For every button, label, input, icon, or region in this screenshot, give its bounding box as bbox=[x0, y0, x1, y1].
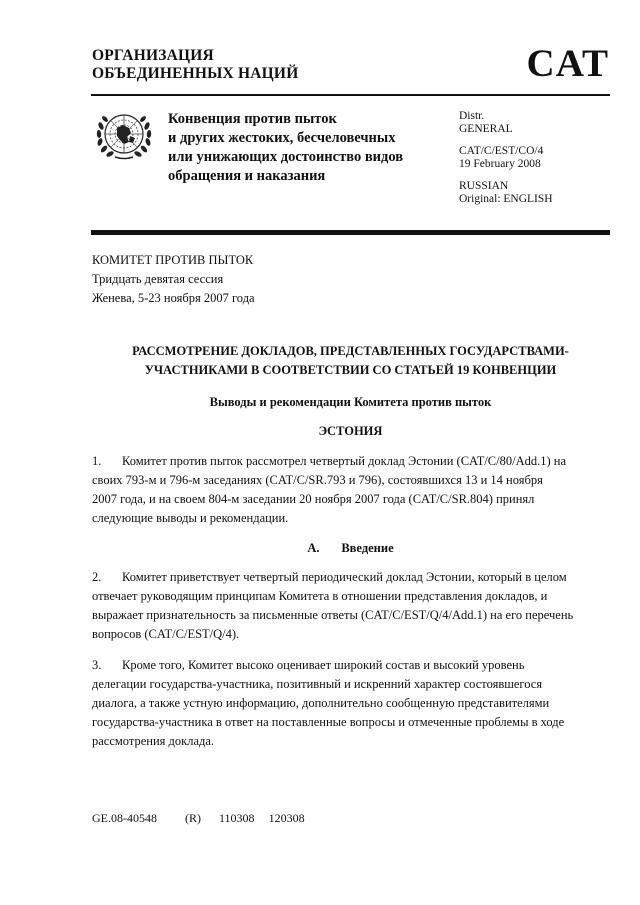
paragraph-line: делегации государства-участника, позитивный и искренний характер состоявшегося bbox=[92, 677, 543, 691]
distribution-value: GENERAL bbox=[459, 123, 513, 135]
paragraph-line: Комитет приветствует четвертый периодический доклад Эстонии, который в целом bbox=[122, 570, 567, 584]
committee-place-dates: Женева, 5-23 ноября 2007 года bbox=[92, 291, 255, 305]
footer-job-info bbox=[92, 810, 305, 826]
subtitle: Выводы и рекомендации Комитета против пыток bbox=[209, 395, 492, 409]
paragraph-line: рассмотрения доклада. bbox=[92, 734, 215, 748]
main-title-line: УЧАСТНИКАМИ В СООТВЕТСТВИИ СО СТАТЬЕЙ 19 КОНВЕНЦИИ bbox=[144, 363, 557, 377]
footer-date-1: 110308 bbox=[219, 811, 255, 825]
organization-name-line-1: ОРГАНИЗАЦИЯ bbox=[92, 47, 214, 64]
section-title: Введение bbox=[341, 541, 394, 555]
convention-title-line: обращения и наказания bbox=[168, 168, 326, 184]
distribution-block bbox=[459, 110, 553, 206]
original-language: Original: ENGLISH bbox=[459, 193, 553, 205]
footer-date-2: 120308 bbox=[268, 811, 305, 825]
distribution-label: Distr. bbox=[459, 110, 485, 122]
paragraph-3 bbox=[92, 656, 612, 751]
main-title bbox=[91, 342, 610, 380]
document-language: RUSSIAN bbox=[459, 180, 509, 192]
committee-name: КОМИТЕТ ПРОТИВ ПЫТОК bbox=[92, 253, 254, 267]
convention-title-line: или унижающих достоинство видов bbox=[168, 149, 404, 165]
committee-block bbox=[92, 251, 255, 308]
committee-session: Тридцать девятая сессия bbox=[92, 272, 224, 286]
paragraph-line: диалога, а также устную информацию, дополнительно сообщенную представителями bbox=[92, 696, 550, 710]
paragraph-1 bbox=[92, 452, 612, 528]
convention-title bbox=[168, 110, 403, 186]
paragraph-line: своих 793-м и 796-м заседаниях (CAT/C/SR.793 и 796), состоявшихся 13 и 14 ноября bbox=[92, 473, 543, 487]
paragraph-2 bbox=[92, 568, 612, 644]
paragraph-number: 1. bbox=[92, 454, 102, 468]
convention-title-line: и других жестоких, бесчеловечных bbox=[168, 130, 396, 146]
main-title-line: РАССМОТРЕНИЕ ДОКЛАДОВ, ПРЕДСТАВЛЕННЫХ ГОСУДАРСТВАМИ- bbox=[132, 344, 569, 358]
document-date: 19 February 2008 bbox=[459, 158, 541, 170]
paragraph-line: Кроме того, Комитет высоко оценивает широкий состав и высокий уровень bbox=[122, 658, 525, 672]
country-heading: ЭСТОНИЯ bbox=[318, 424, 383, 438]
paragraph-line: 2007 года, и на своем 804-м заседании 20 ноября 2007 года (CAT/C/SR.804) принял bbox=[92, 492, 535, 506]
document-symbol-large: CAT bbox=[526, 42, 609, 85]
paragraph-line: отвечает руководящим принципам Комитета в отношении представления докладов, и bbox=[92, 589, 548, 603]
un-emblem-icon bbox=[93, 106, 155, 162]
paragraph-number: 2. bbox=[92, 570, 102, 584]
paragraph-line: Комитет против пыток рассмотрел четвертый доклад Эстонии (CAT/C/80/Add.1) на bbox=[122, 454, 567, 468]
paragraph-line: вопросов (CAT/C/EST/Q/4). bbox=[92, 627, 240, 641]
organization-name-line-2: ОБЪЕДИНЕННЫХ НАЦИЙ bbox=[92, 65, 299, 82]
section-letter: A. bbox=[307, 541, 320, 555]
organization-name bbox=[92, 47, 298, 83]
revision-mark: (R) bbox=[185, 811, 201, 825]
document-symbol: CAT/C/EST/CO/4 bbox=[459, 145, 544, 157]
header-divider-thin bbox=[91, 94, 610, 96]
convention-title-line: Конвенция против пыток bbox=[168, 111, 337, 127]
paragraph-line: государства-участника в ответ на поставленные вопросы и отмеченные проблемы в ходе bbox=[92, 715, 565, 729]
paragraph-line: выражает признательность за письменные ответы (CAT/C/EST/Q/4/Add.1) на его перечень bbox=[92, 608, 574, 622]
paragraph-line: следующие выводы и рекомендации. bbox=[92, 511, 289, 525]
paragraph-number: 3. bbox=[92, 658, 102, 672]
header-divider-thick bbox=[91, 230, 610, 235]
job-number: GE.08-40548 bbox=[92, 811, 157, 825]
section-heading-a bbox=[91, 539, 610, 558]
